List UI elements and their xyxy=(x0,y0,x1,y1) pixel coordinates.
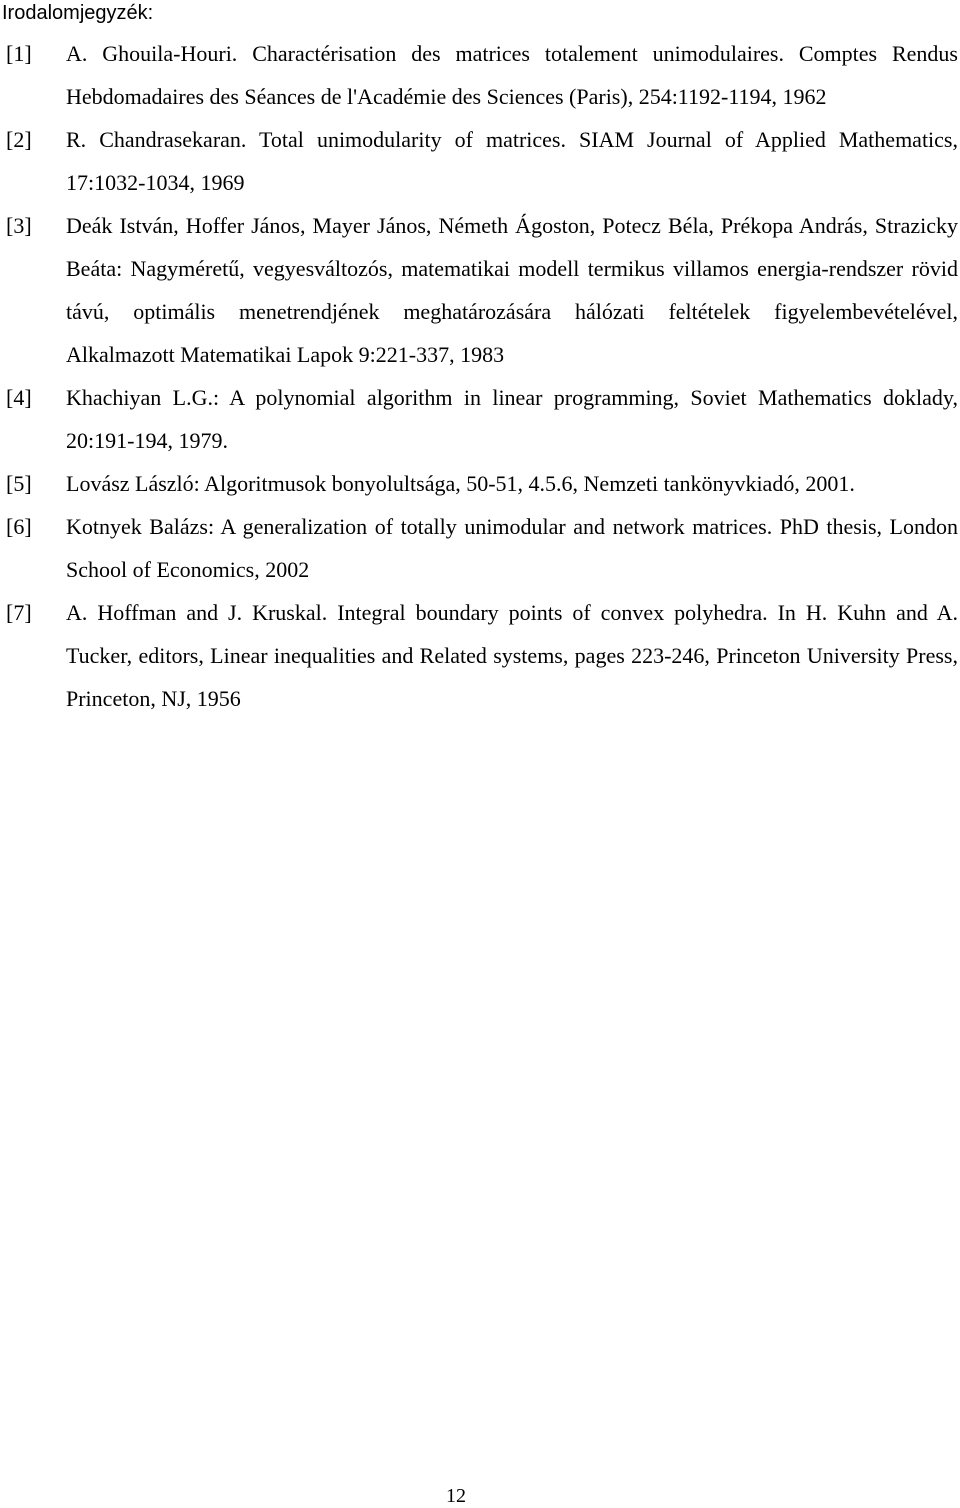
reference-text: Deák István, Hoffer János, Mayer János, Németh Ágoston, Potecz Béla, Prékopa András, Strazicky Beáta: Nagyméretű, vegyesváltozós, matematikai modell termikus villamos energia-rendszer rövid távú, optimális menetrendjének meghatározására hálózati feltételek figyelembevételével, Alkalmazott Matematikai Lapok 9:221-337, 1983 xyxy=(66,213,958,367)
reference-list xyxy=(0,32,958,720)
reference-number: [5] xyxy=(6,471,32,496)
bibliography-heading: Irodalomjegyzék: xyxy=(2,2,154,24)
reference-number: [1] xyxy=(6,41,32,66)
reference-text: Kotnyek Balázs: A generalization of totally unimodular and network matrices. PhD thesis, London School of Economics, 2002 xyxy=(66,514,958,582)
reference-item xyxy=(0,204,958,376)
reference-text: Khachiyan L.G.: A polynomial algorithm in linear programming, Soviet Mathematics doklady, 20:191-194, 1979. xyxy=(66,385,958,453)
page-number: 12 xyxy=(446,1485,466,1507)
reference-text: A. Ghouila-Houri. Charactérisation des matrices totalement unimodulaires. Comptes Rendus Hebdomadaires des Séances de l'Académie des Sciences (Paris), 254:1192-1194, 1962 xyxy=(66,41,958,109)
reference-item xyxy=(0,118,958,204)
reference-item xyxy=(0,462,958,505)
reference-number: [4] xyxy=(6,385,32,410)
reference-number: [6] xyxy=(6,514,32,539)
reference-number: [2] xyxy=(6,127,32,152)
reference-item xyxy=(0,505,958,591)
reference-item xyxy=(0,376,958,462)
reference-text: Lovász László: Algoritmusok bonyolultsága, 50-51, 4.5.6, Nemzeti tankönyvkiadó, 2001. xyxy=(66,471,855,496)
reference-number: [3] xyxy=(6,213,32,238)
reference-text: A. Hoffman and J. Kruskal. Integral boundary points of convex polyhedra. In H. Kuhn and A. Tucker, editors, Linear inequalities and Related systems, pages 223-246, Princeton University Press, Princeton, NJ, 1956 xyxy=(66,600,958,711)
reference-item xyxy=(0,32,958,118)
reference-item xyxy=(0,591,958,720)
reference-number: [7] xyxy=(6,600,32,625)
reference-text: R. Chandrasekaran. Total unimodularity of matrices. SIAM Journal of Applied Mathematics, 17:1032-1034, 1969 xyxy=(66,127,958,195)
